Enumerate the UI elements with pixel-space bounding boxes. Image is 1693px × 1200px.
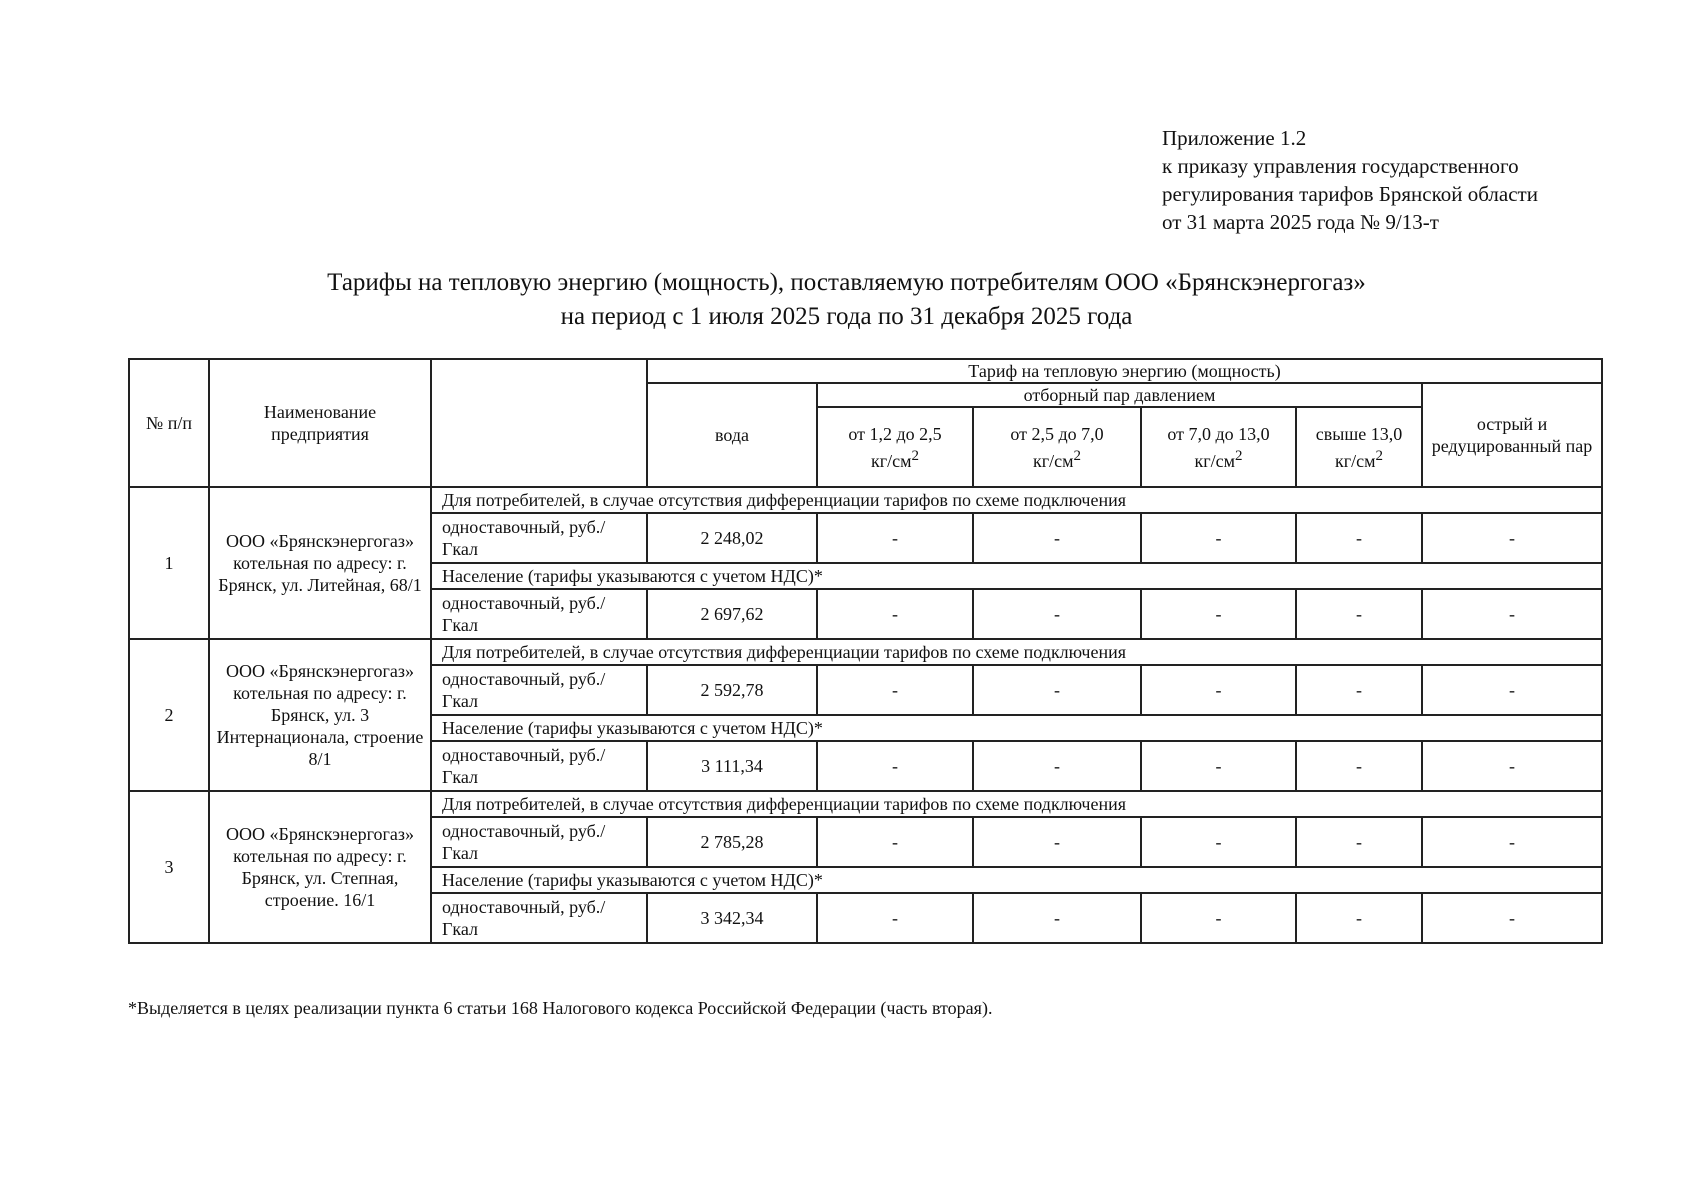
pressure-range: от 1,2 до 2,5 [848,423,942,444]
unit-sup: 2 [1235,447,1243,464]
header-num: № п/п [129,359,209,487]
header-pressure-3 [1141,407,1296,487]
dash-cell: - [1141,665,1296,715]
section-general-label: Для потребителей, в случае отсутствия дифференциации тарифов по схеме подключения [431,791,1602,817]
dash-cell: - [1296,741,1422,791]
pressure-range: от 7,0 до 13,0 [1167,423,1270,444]
enterprise-name: ООО «Брянскэнергогаз» котельная по адресу: г. Брянск, ул. Степная, строение. 16/1 [209,791,431,943]
row-number: 3 [129,791,209,943]
tariff-unit-label: одноставочный, руб./Гкал [431,817,647,867]
pressure-range: свыше 13,0 [1315,423,1403,444]
dash-cell: - [1296,665,1422,715]
dash-cell: - [973,513,1141,563]
section-population-label: Население (тарифы указываются с учетом НДС)* [431,715,1602,741]
dash-cell: - [1422,665,1602,715]
tariff-table [128,358,1603,944]
row-number: 1 [129,487,209,639]
dash-cell: - [817,589,973,639]
header-blank [431,359,647,487]
pressure-range: от 2,5 до 7,0 [1010,423,1104,444]
header-tariff: Тариф на тепловую энергию (мощность) [647,359,1602,383]
header-pressure-2 [973,407,1141,487]
pressure-unit: кг/см [870,450,912,471]
appendix-line-3: регулирования тарифов Брянской области [1162,182,1538,206]
enterprise-name: ООО «Брянскэнергогаз» котельная по адресу: г. Брянск, ул. Литейная, 68/1 [209,487,431,639]
tariff-unit-label: одноставочный, руб./Гкал [431,589,647,639]
dash-cell: - [1296,893,1422,943]
row-number: 2 [129,639,209,791]
dash-cell: - [817,665,973,715]
dash-cell: - [817,893,973,943]
dash-cell: - [1296,817,1422,867]
section-general-label: Для потребителей, в случае отсутствия дифференциации тарифов по схеме подключения [431,639,1602,665]
title-line-2: на период с 1 июля 2025 года по 31 декабря 2025 года [560,303,1133,330]
unit-sup: 2 [1375,447,1383,464]
dash-cell: - [973,665,1141,715]
table-row [129,791,1602,817]
dash-cell: - [1422,817,1602,867]
section-general-label: Для потребителей, в случае отсутствия дифференциации тарифов по схеме подключения [431,487,1602,513]
dash-cell: - [1141,817,1296,867]
appendix-line-4: от 31 марта 2025 года № 9/13-т [1162,210,1439,234]
pressure-unit: кг/см [1334,450,1376,471]
dash-cell: - [1296,513,1422,563]
footnote: *Выделяется в целях реализации пункта 6 статьи 168 Налогового кодекса Российской Федерации (часть вторая). [128,998,993,1018]
water-tariff-value: 2 697,62 [647,589,817,639]
dash-cell: - [973,817,1141,867]
dash-cell: - [817,817,973,867]
dash-cell: - [973,741,1141,791]
tariff-unit-label: одноставочный, руб./Гкал [431,665,647,715]
table-row [129,487,1602,513]
header-name: Наименование предприятия [209,359,431,487]
dash-cell: - [1141,589,1296,639]
title-line-1: Тарифы на тепловую энергию (мощность), поставляемую потребителям ООО «Брянскэнергогаз» [327,269,1366,296]
dash-cell: - [817,741,973,791]
document-title [0,266,1693,334]
pressure-unit: кг/см [1194,450,1235,471]
dash-cell: - [1422,589,1602,639]
dash-cell: - [973,893,1141,943]
water-tariff-value: 3 111,34 [647,741,817,791]
tariff-unit-label: одноставочный, руб./Гкал [431,893,647,943]
header-steam: отборный пар давлением [817,383,1422,407]
tariff-unit-label: одноставочный, руб./Гкал [431,513,647,563]
appendix-line-2: к приказу управления государственного [1162,154,1519,178]
enterprise-name: ООО «Брянскэнергогаз» котельная по адресу: г. Брянск, ул. 3 Интернационала, строение 8/1 [209,639,431,791]
dash-cell: - [1141,513,1296,563]
water-tariff-value: 2 785,28 [647,817,817,867]
header-pressure-4 [1296,407,1422,487]
dash-cell: - [1296,589,1422,639]
section-population-label: Население (тарифы указываются с учетом НДС)* [431,867,1602,893]
header-water: вода [647,383,817,487]
header-sharp: острый и редуцированный пар [1422,383,1602,487]
dash-cell: - [1141,893,1296,943]
dash-cell: - [1422,893,1602,943]
unit-sup: 2 [911,447,919,464]
table-row [129,639,1602,665]
water-tariff-value: 2 248,02 [647,513,817,563]
dash-cell: - [817,513,973,563]
unit-sup: 2 [1073,447,1081,464]
section-population-label: Население (тарифы указываются с учетом НДС)* [431,563,1602,589]
water-tariff-value: 3 342,34 [647,893,817,943]
pressure-unit: кг/см [1032,450,1074,471]
dash-cell: - [1422,741,1602,791]
dash-cell: - [1422,513,1602,563]
header-pressure-1 [817,407,973,487]
appendix-line-1: Приложение 1.2 [1162,126,1307,150]
appendix-block [1162,124,1538,236]
dash-cell: - [973,589,1141,639]
tariff-unit-label: одноставочный, руб./Гкал [431,741,647,791]
dash-cell: - [1141,741,1296,791]
water-tariff-value: 2 592,78 [647,665,817,715]
